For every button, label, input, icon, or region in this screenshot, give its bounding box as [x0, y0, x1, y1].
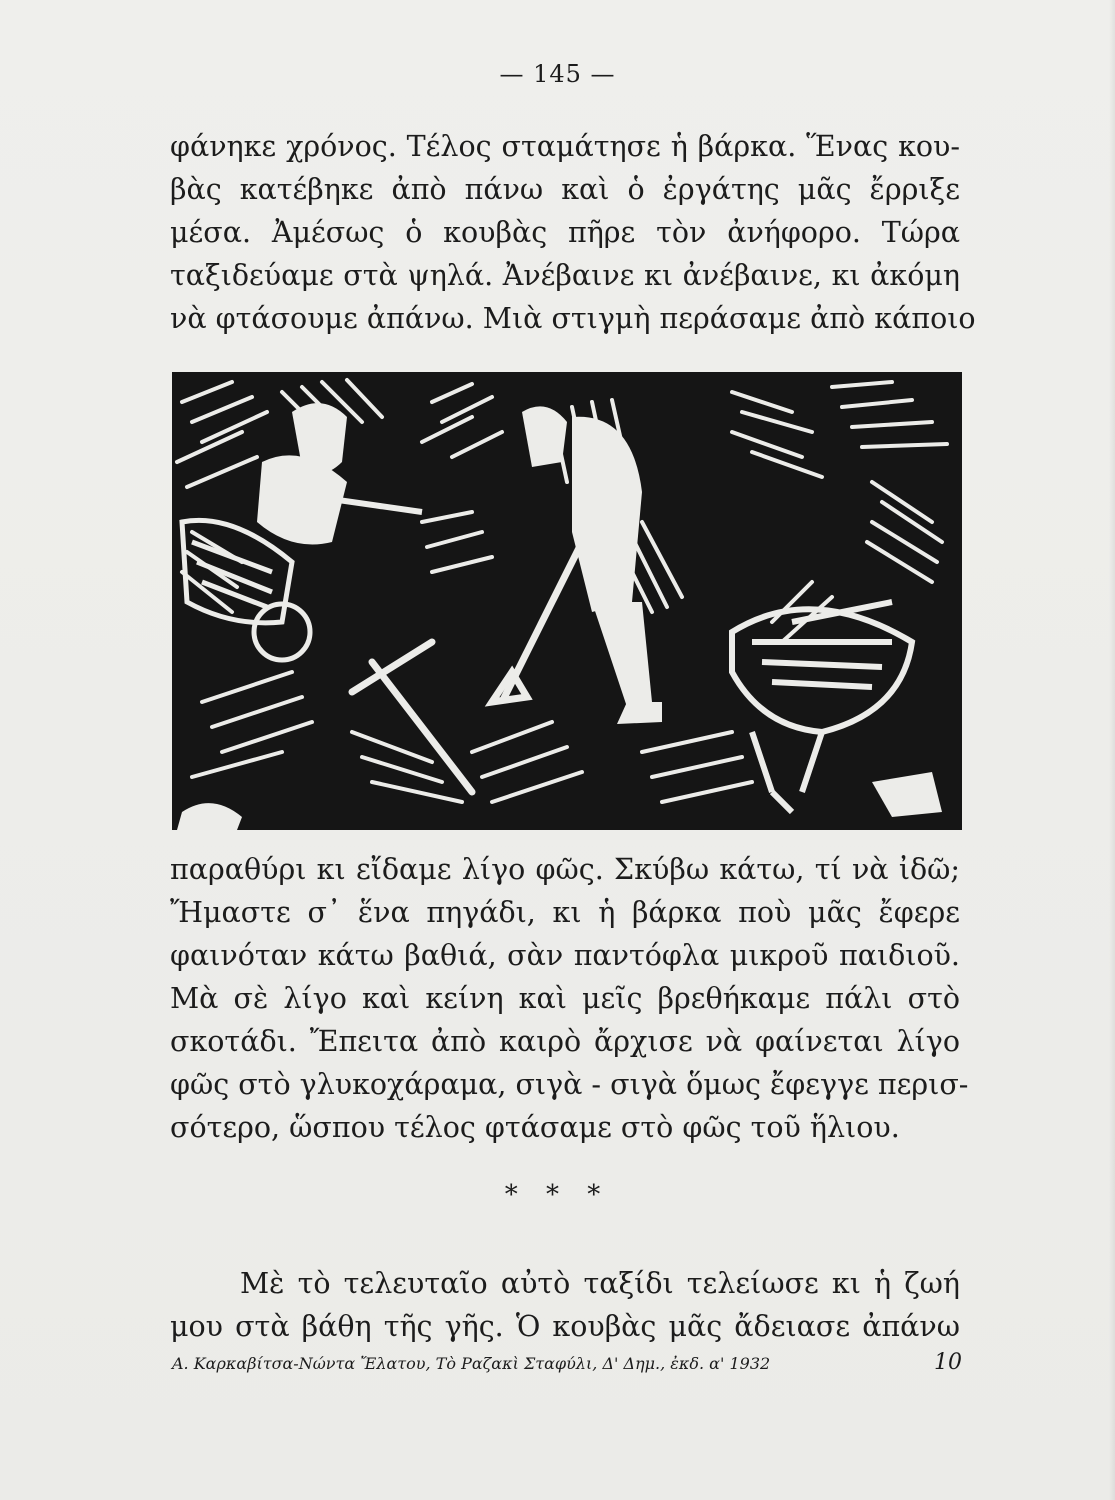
text-line: Μὰ σὲ λίγο καὶ κείνη καὶ μεῖς βρεθήκαμε πάλι στὸ — [170, 982, 960, 1015]
page-footer — [172, 1350, 962, 1375]
text-line: μου στὰ βάθη τῆς γῆς. Ὁ κουβὰς μᾶς ἄδειασε ἀπάνω — [170, 1310, 960, 1343]
text-line: σκοτάδι. Ἔπειτα ἀπὸ καιρὸ ἄρχισε νὰ φαίνεται λίγο — [170, 1025, 960, 1058]
text-line: παραθύρι κι εἴδαμε λίγο φῶς. Σκύβω κάτω, τί νὰ ἰδῶ; — [170, 853, 960, 886]
text-line: βὰς κατέβηκε ἀπὸ πάνω καὶ ὁ ἐργάτης μᾶς ἔρριξε — [170, 173, 960, 206]
text-line: φῶς στὸ γλυκοχάραμα, σιγὰ - σιγὰ ὅμως ἔφεγγε περισ- — [170, 1068, 969, 1101]
text-line: σότερο, ὥσπου τέλος φτάσαμε στὸ φῶς τοῦ ἥλιου. — [170, 1111, 900, 1144]
text-line: φαινόταν κάτω βαθιά, σὰν παντόφλα μικροῦ παιδιοῦ. — [170, 939, 960, 972]
text-line: φάνηκε χρόνος. Τέλος σταμάτησε ἡ βάρκα. Ἕνας κου- — [170, 130, 960, 163]
text-line: μέσα. Ἀμέσως ὁ κουβὰς πῆρε τὸν ἀνήφορο. Τώρα — [170, 216, 960, 249]
page-number: — 145 — — [499, 60, 616, 88]
page-edge-shadow — [1109, 0, 1115, 1500]
text-line: Μὲ τὸ τελευταῖο αὐτὸ ταξίδι τελείωσε κι ἡ ζωή — [240, 1267, 960, 1300]
text-line: Ἤμαστε σ᾽ ἕνα πηγάδι, κι ἡ βάρκα ποὺ μᾶς ἔφερε — [170, 896, 960, 929]
woodcut-background — [172, 372, 962, 830]
paragraph-3 — [170, 1262, 960, 1348]
woodcut-illustration — [172, 372, 962, 830]
text-line: νὰ φτάσουμε ἀπάνω. Μιὰ στιγμὴ περάσαμε ἀπὸ κάποιο — [170, 302, 976, 335]
footer-citation: Α. Καρκαβίτσα-Νώντα Ἔλατου, Τὸ Ραζακὶ Σταφύλι, Δ' Δημ., ἐκδ. α' 1932 — [172, 1354, 771, 1373]
section-separator: * * * — [504, 1180, 611, 1210]
paragraph-2 — [170, 848, 969, 1149]
paragraph-1 — [170, 125, 976, 340]
signature-mark: 10 — [934, 1350, 962, 1375]
text-line: ταξιδεύαμε στὰ ψηλά. Ἀνέβαινε κι ἀνέβαινε, κι ἀκόμη — [170, 259, 960, 292]
